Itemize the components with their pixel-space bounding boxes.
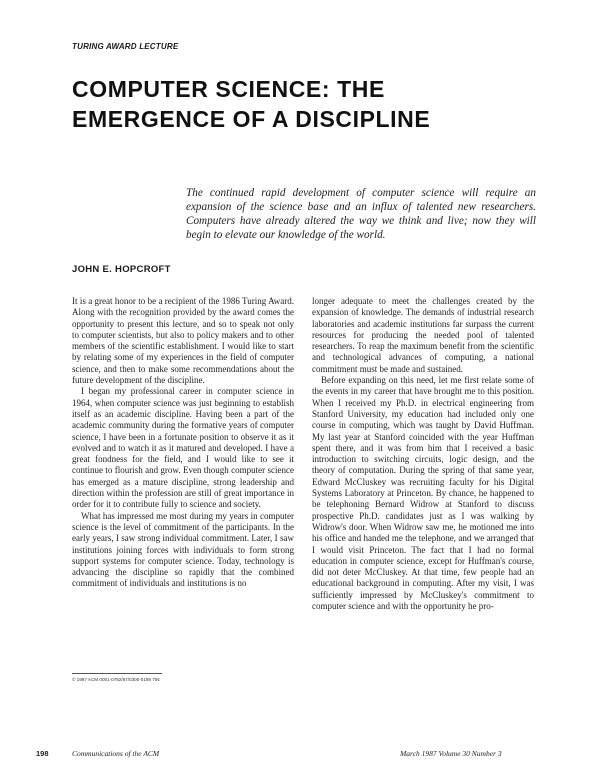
paragraph: It is a great honor to be a recipient of the 1986 Turing Award. Along with the recognition provided by the award comes the opportunity to present this lecture, and so to speak not only to computer scientists, but also to policy makers and to other members of the scientific establishment. I would like to start by relating some of my experiences in the field of computer science, and then to make some recommendations about the future development of the discipline. [72,296,294,386]
paragraph: Before expanding on this need, let me first relate some of the events in my career that have brought me to this position. When I received my Ph.D. in electrical engineering from Stanford University, my education had included only one course in computing, which was taught by David Huffman. My last year at Stanford coincided with the year Huffman spent there, and it was from him that I received a basic introduction to switching circuits, logic design, and the theory of computation. During the spring of that same year, Edward McCluskey was recruiting faculty for his Digital Systems Laboratory at Princeton. By chance, he happened to be telephoning Bernard Widrow at Stanford to discuss prospective Ph.D. candidates just as I was walking by Widrow's door. When Widrow saw me, he motioned me into his office and handed me the telephone, and we arranged that I would visit Princeton. The fact that I had no formal education in computer science, except for Huffman's course, did not deter McCluskey. At that time, few people had an educational background in computing. After my visit, I was sufficiently impressed by McCluskey's commitment to computer science and with the opportunity he pro- [312,375,534,612]
paragraph: longer adequate to meet the challenges created by the expansion of knowledge. The demands of industrial research laboratories and academic institutions far surpass the current resources for producing the needed pool of talented researchers. To reap the maximum benefit from the scientific and technological advances of computing, a national commitment must be made and sustained. [312,296,534,374]
issue-info: March 1987 Volume 30 Number 3 [400,749,502,758]
article-title: COMPUTER SCIENCE: THE EMERGENCE OF A DISCIPLINE [72,76,431,132]
page-number: 198 [36,749,49,758]
copyright-notice: © 1987 ACM 0001-0782/87/0300-0198 75¢ [72,677,160,682]
abstract: The continued rapid development of computer science will require an expansion of the science base and an influx of talented new researchers. Computers have already altered the way we think and live; now they will begin to elevate our knowledge of the world. [186,187,536,241]
author-name: JOHN E. HOPCROFT [72,264,171,275]
footnote-rule [72,673,162,674]
paragraph: What has impressed me most during my years in computer science is the level of commitment of the participants. In the early years, I saw strong individual commitment. Later, I saw institutions joining forces with individuals to form strong support systems for computer science. Today, technology is advancing the discipline so rapidly that the combined commitment of individuals and institutions is no [72,510,294,589]
body-column-right [312,296,534,612]
body-column-left [72,296,294,590]
paragraph: I began my professional career in computer science in 1964, when computer science was just beginning to establish itself as an academic discipline. Having been a part of the academic community during the formative years of computer science, I have been in a fortunate position to observe it as it evolved and to watch it as it matured and developed. I have a great fondness for the field, and I would like to see it continue to flourish and grow. Even though computer science has emerged as a mature discipline, strong leadership and direction within the profession are still of great importance in order for it to contribute fully to science and society. [72,386,294,510]
section-kicker: TURING AWARD LECTURE [72,42,179,51]
journal-name: Communications of the ACM [72,749,160,758]
